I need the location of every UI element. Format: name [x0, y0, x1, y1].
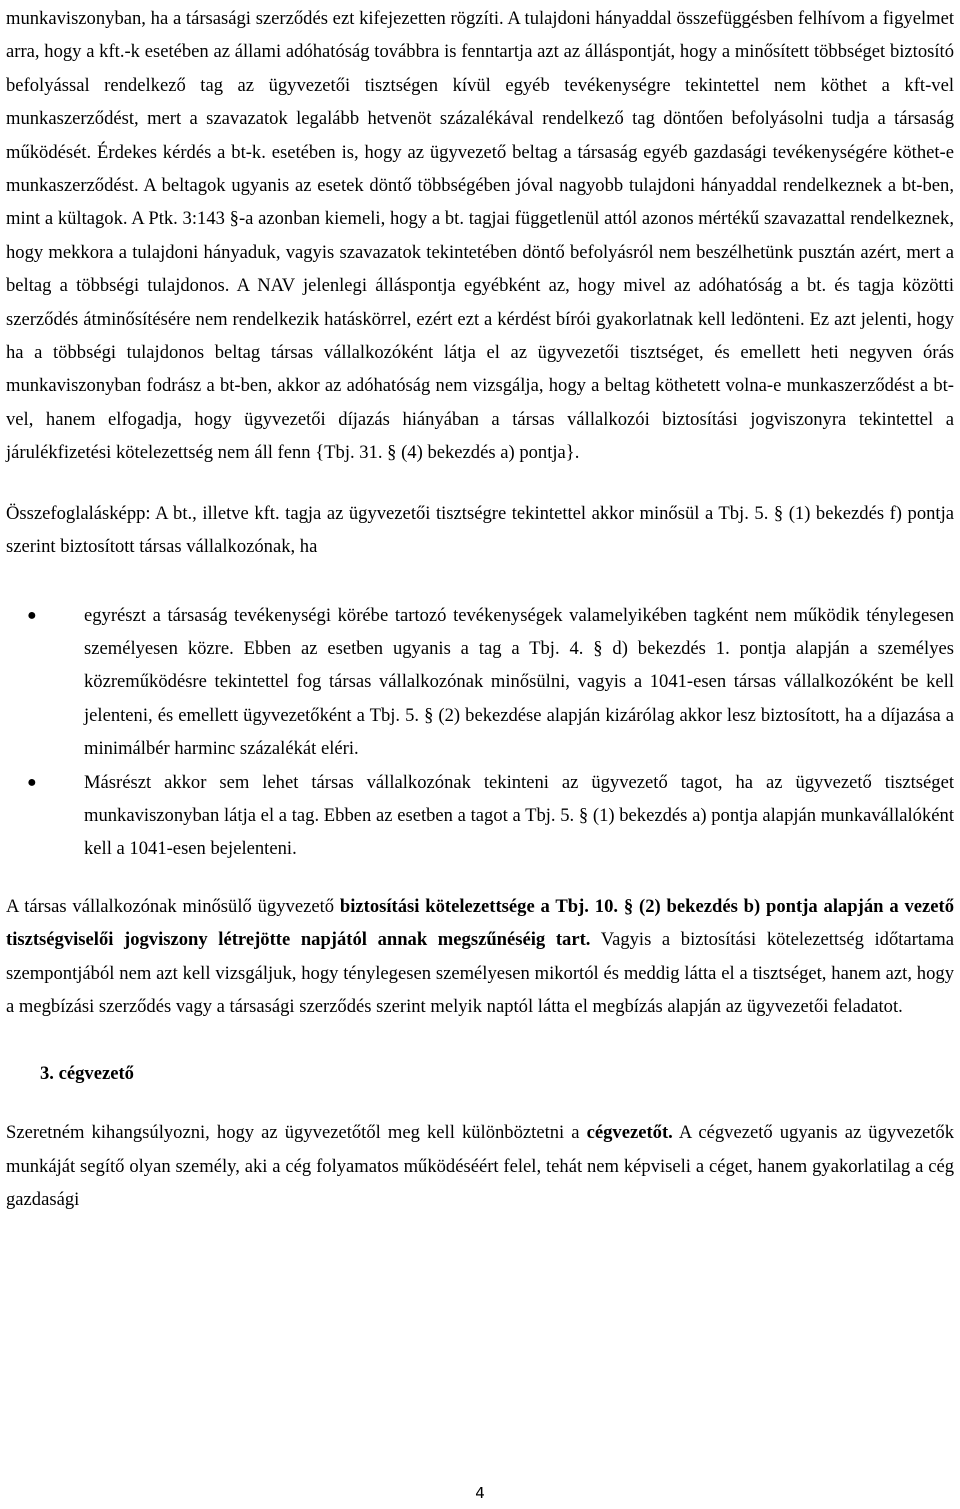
document-page	[6, 0, 954, 1217]
paragraph-1: munkaviszonyban, ha a társasági szerződés ezt kifejezetten rögzíti. A tulajdoni hányaddal összefüggésben felhívom a figyelmet arra, hogy a kft.-k esetében az állami adóhatóság továbbra is fenntartja azt az álláspontját, hogy a minősített többséget biztosító befolyással rendelkező tag az ügyvezetői tisztségen kívül egyéb tevékenységre tekintettel nem köthet a kft-vel munkaszerződést, mert a szavazatok legalább hetvenöt százalékával rendelkező tag döntően befolyásolni tudja a társaság működését. Érdekes kérdés a bt-k. esetében is, hogy az ügyvezető beltag a társaság egyéb gazdasági tevékenységére köthet-e munkaszerződést. A beltagok ugyanis az esetek döntő többségében jóval nagyobb tulajdoni hányaddal rendelkeznek a bt-ben, mint a kültagok. A Ptk. 3:143 §-a azonban kiemeli, hogy a bt. tagjai függetlenül attól azonos mértékű szavazattal rendelkeznek, hogy mekkora a tulajdoni hányaduk, vagyis szavazatok tekintetében döntő befolyásról nem beszélhetünk pusztán azért, mert a beltag a többségi tulajdonos. A NAV jelenlegi álláspontja egyébként az, hogy mivel az adóhatóság a bt. és tagja közötti szerződés átminősítésére nem rendelkezik hatáskörrel, ezért ezt a kérdést bírói gyakorlatnak kell ledönteni. Ez azt jelenti, hogy ha a többségi tulajdonos beltag társas vállalkozóként látja el az ügyvezetői tisztséget, és emellett heti negyven órás munkaviszonyban fodrász a bt-ben, akkor az adóhatóság nem vizsgálja, hogy a beltag köthetett volna-e munkaszerződést a bt-vel, hanem elfogadja, hogy ügyvezetői díjazás hiányában a társas vállalkozói biztosítási jogviszonyra tekintettel a járulékfizetési kötelezettség nem áll fenn {Tbj. 31. § (4) bekezdés a) pontja}.	[6, 8, 954, 464]
list-item-text: egyrészt a társaság tevékenységi körébe tartozó tevékenységek valamelyikében tagként nem működik ténylegesen személyesen közre. Ebben az esetben ugyanis a tag a Tbj. 4. § d) bekezdés 1. pontja alapján a személyes közreműködésre tekintettel fog társas vállalkozónak minősülni, vagyis a 1041-esen társas vállalkozóként be kell jelenteni, és emellett ügyvezetőként a Tbj. 5. § (2) bekezdése alapján kizárólag akkor lesz biztosított, ha a díjazása a minimálbér harminc százalékát eléri.	[84, 604, 954, 760]
paragraph-intro: A társas vállalkozónak minősülő ügyvezető	[6, 895, 340, 917]
paragraph-bold-text: cégvezetőt.	[586, 1122, 673, 1144]
paragraph-rest: Vagyis a biztosítási kötelezettség időtartama szempontjából nem azt kell vizsgáljuk, hogy ténylegesen személyesen mikortól és meddig látta el a tisztséget, hanem azt, hogy a megbízási szerződés vagy a társasági szerződés szerint melyik naptól látta el megbízás alapján az ügyvezetői feladatot.	[6, 929, 954, 1017]
paragraph-obligation	[6, 890, 954, 1024]
list-item	[6, 599, 954, 766]
paragraph-bold-text: biztosítási kötelezettsége a Tbj. 10. § (2) bekezdés b) pontja alapján a vezető tisztségviselői jogviszony létrejötte napjától annak megszűnéséig tart.	[6, 895, 954, 951]
bullet-icon: ●	[27, 773, 37, 791]
page-number: 4	[475, 1484, 485, 1502]
bullet-icon: ●	[27, 606, 37, 624]
paragraph-summary: Összefoglalásképp: A bt., illetve kft. tagja az ügyvezetői tisztségre tekintettel akkor minősül a Tbj. 5. § (1) bekezdés f) pontja szerint biztosított társas vállalkozónak, ha	[6, 502, 954, 558]
paragraph-cegvezeto	[6, 1116, 954, 1216]
paragraph-intro: Szeretném kihangsúlyozni, hogy az ügyvezetőtől meg kell különböztetni a	[6, 1122, 587, 1144]
section-heading: 3. cégvezető	[40, 1063, 134, 1085]
paragraph-rest: A cégvezető ugyanis az ügyvezetők munkáját segítő olyan személy, aki a cég folyamatos működéséért felel, tehát nem képviseli a céget, hanem gyakorlatilag a cég gazdasági	[6, 1122, 954, 1211]
list-item	[6, 766, 954, 866]
list-item-text: Másrészt akkor sem lehet társas vállalkozónak tekinteni az ügyvezető tagot, ha az ügyvezető tisztséget munkaviszonyban látja el a tag. Ebben az esetben a tagot a Tbj. 5. § (1) bekezdés a) pontja alapján munkavállalóként kell a 1041-esen bejelenteni.	[84, 771, 954, 860]
bullet-list	[6, 599, 954, 866]
